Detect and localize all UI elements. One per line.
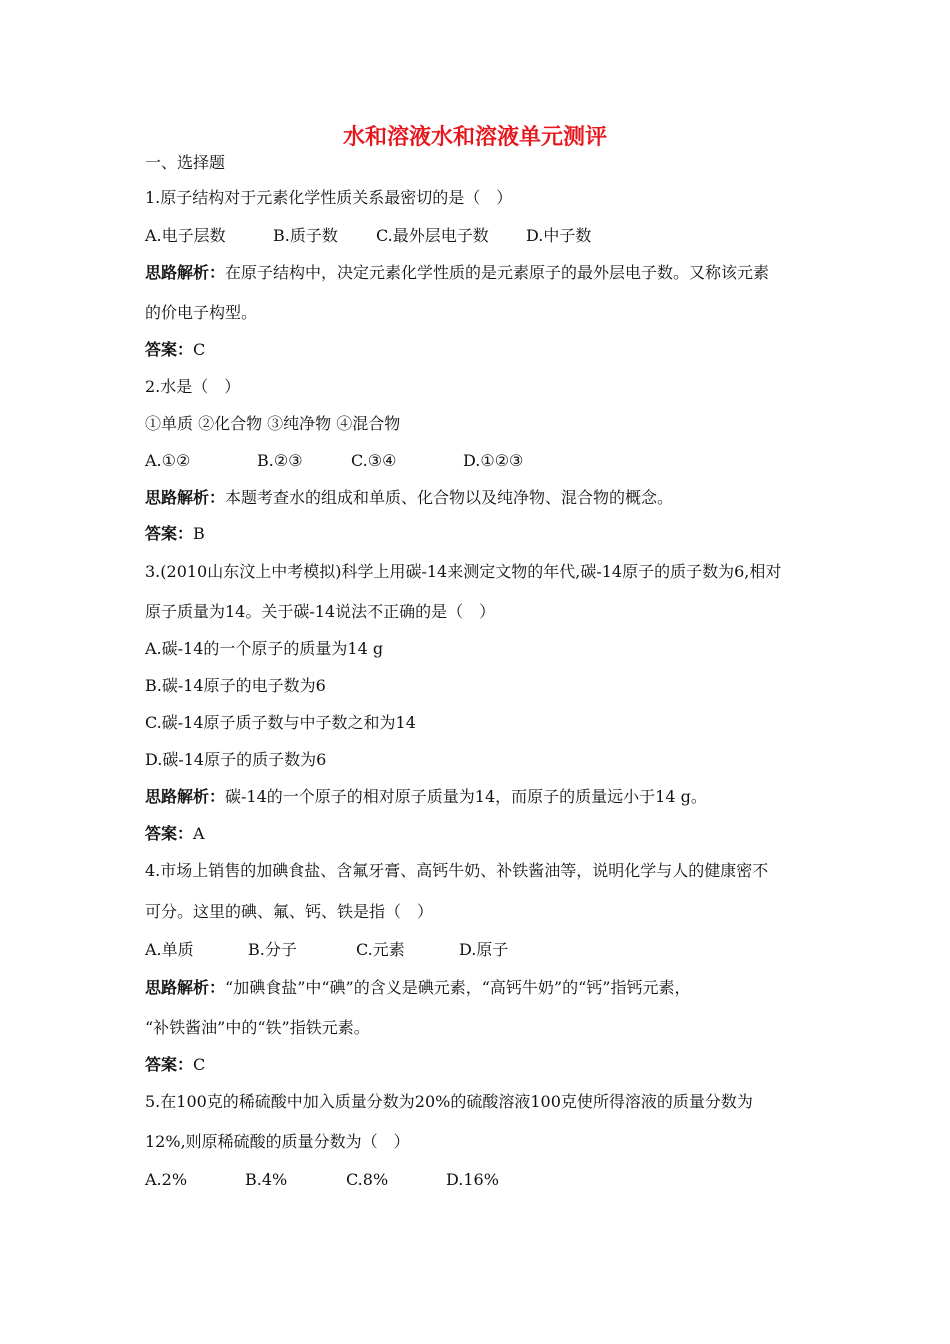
analysis-label: 思路解析： xyxy=(145,787,226,806)
q5-option-c: C.8% xyxy=(346,1170,389,1189)
q2-option-b: B.②③ xyxy=(257,451,303,470)
q1-answer xyxy=(145,339,205,361)
q1-analysis-text: 在原子结构中，决定元素化学性质的是元素原子的最外层电子数。又称该元素 xyxy=(225,263,770,282)
q4-stem-cont: 可分。这里的碘、氟、钙、铁是指（ ） xyxy=(145,902,434,921)
q5-option-d: D.16% xyxy=(446,1170,499,1189)
q2-answer xyxy=(145,523,205,545)
q4-answer-value: C xyxy=(193,1055,206,1074)
q3-answer xyxy=(145,823,205,845)
analysis-label: 思路解析： xyxy=(145,263,226,282)
section-heading: 一、选择题 xyxy=(145,153,226,172)
q4-option-c: C.元素 xyxy=(356,940,405,959)
q3-analysis xyxy=(145,786,707,808)
q3-analysis-text: 碳-14的一个原子的相对原子质量为14，而原子的质量远小于14 g。 xyxy=(225,787,707,806)
analysis-label: 思路解析： xyxy=(145,978,226,997)
q1-analysis xyxy=(145,262,769,284)
q2-option-c: C.③④ xyxy=(351,451,397,470)
q1-options xyxy=(145,225,805,247)
q2-answer-value: B xyxy=(193,524,205,543)
q1-option-c: C.最外层电子数 xyxy=(376,226,489,245)
q4-option-a: A.单质 xyxy=(145,940,194,959)
q4-answer xyxy=(145,1054,205,1076)
q3-option-c: C.碳-14原子质子数与中子数之和为14 xyxy=(145,713,416,732)
q3-option-d: D.碳-14原子的质子数为6 xyxy=(145,750,327,769)
q1-option-a: A.电子层数 xyxy=(145,226,226,245)
q4-stem: 4.市场上销售的加碘食盐、含氟牙膏、高钙牛奶、补铁酱油等，说明化学与人的健康密不 xyxy=(145,861,769,880)
q3-stem: 3.(2010山东汶上中考模拟)科学上用碳-14来测定文物的年代,碳-14原子的质子数为6,相对 xyxy=(145,562,782,581)
q2-option-a: A.①② xyxy=(145,451,191,470)
q1-option-d: D.中子数 xyxy=(526,226,592,245)
q5-option-b: B.4% xyxy=(245,1170,288,1189)
q5-stem-cont: 12%,则原稀硫酸的质量分数为（ ） xyxy=(145,1132,410,1151)
answer-label: 答案： xyxy=(145,340,194,359)
q2-option-d: D.①②③ xyxy=(463,451,524,470)
answer-label: 答案： xyxy=(145,524,194,543)
q4-options xyxy=(145,939,805,961)
q1-option-b: B.质子数 xyxy=(273,226,338,245)
q4-analysis-text: “加碘食盐”中“碘”的含义是碘元素，“高钙牛奶”的“钙”指钙元素， xyxy=(225,978,691,997)
q3-option-a: A.碳-14的一个原子的质量为14 g xyxy=(145,639,384,658)
answer-label: 答案： xyxy=(145,824,194,843)
q1-stem: 1.原子结构对于元素化学性质关系最密切的是（ ） xyxy=(145,188,513,207)
q4-option-b: B.分子 xyxy=(248,940,297,959)
answer-label: 答案： xyxy=(145,1055,194,1074)
q2-stem: 2.水是（ ） xyxy=(145,377,241,396)
q1-answer-value: C xyxy=(193,340,206,359)
analysis-label: 思路解析： xyxy=(145,488,226,507)
q3-option-b: B.碳-14原子的电子数为6 xyxy=(145,676,326,695)
q2-analysis-text: 本题考查水的组成和单质、化合物以及纯净物、混合物的概念。 xyxy=(225,488,674,507)
q2-analysis xyxy=(145,487,673,509)
q5-stem: 5.在100克的稀硫酸中加入质量分数为20%的硫酸溶液100克使所得溶液的质量分数为 xyxy=(145,1092,753,1111)
q3-answer-value: A xyxy=(193,824,205,843)
q4-analysis-cont: “补铁酱油”中的“铁”指铁元素。 xyxy=(145,1018,370,1037)
q3-stem-cont: 原子质量为14。关于碳-14说法不正确的是（ ） xyxy=(145,602,496,621)
q2-items: ①单质 ②化合物 ③纯净物 ④混合物 xyxy=(145,414,401,433)
q5-options xyxy=(145,1169,805,1191)
q4-analysis xyxy=(145,977,690,999)
q5-option-a: A.2% xyxy=(145,1170,188,1189)
q2-options xyxy=(145,450,805,472)
q4-option-d: D.原子 xyxy=(459,940,509,959)
document-title: 水和溶液水和溶液单元测评 xyxy=(342,124,607,150)
q1-analysis-cont: 的价电子构型。 xyxy=(145,303,258,322)
